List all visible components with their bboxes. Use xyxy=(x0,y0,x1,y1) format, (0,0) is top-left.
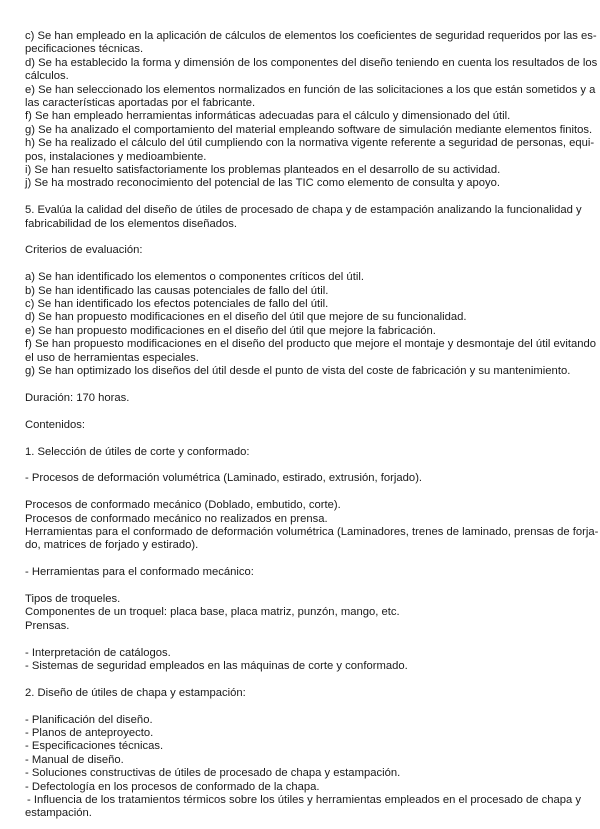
section-1-item: - Interpretación de catálogos. xyxy=(25,646,171,659)
spacer xyxy=(25,633,575,646)
spacer xyxy=(25,405,575,418)
spacer xyxy=(25,580,575,593)
spacer xyxy=(25,258,575,271)
section-2-item-line1: - Influencia de los tratamientos térmicos sobre los útiles y herramientas empleados en el procesado de chapa y xyxy=(27,793,582,806)
criterion-c-line1: c) Se han empleado en la aplicación de cálculos de elementos los coeficientes de seguridad requeridos por las es- xyxy=(25,30,597,42)
section-2-item: - Defectología en los procesos de conformado de la chapa. xyxy=(25,780,320,793)
criteria-list xyxy=(25,271,596,378)
spacer xyxy=(25,231,575,244)
section-1-item: Procesos de conformado mecánico (Doblado, embutido, corte). xyxy=(25,499,341,512)
criterion-d-line1: d) Se ha establecido la forma y dimensión de los componentes del diseño teniendo en cuenta los resultados de los xyxy=(25,56,598,69)
criteria-list-previous xyxy=(25,30,598,191)
criterion-g: g) Se han optimizado los diseños del útil desde el punto de vista del coste de fabricación y su mantenimiento. xyxy=(25,365,571,378)
criterion-d-line2: cálculos. xyxy=(25,70,69,83)
outcome-5-line1: 5. Evalúa la calidad del diseño de útiles de procesado de chapa y de estampación analizando la funcionalidad y xyxy=(25,204,582,217)
criterion-h-line1: h) Se ha realizado el cálculo del útil cumpliendo con la normativa vigente referente a seguridad de personas, equi- xyxy=(25,137,595,150)
criterion-e-line2: las características aportadas por el fabricante. xyxy=(25,97,256,110)
spacer xyxy=(25,459,575,472)
learning-outcome-5 xyxy=(25,204,582,231)
section-2-item-line2: estampación. xyxy=(25,807,92,820)
spacer xyxy=(25,673,575,686)
section-2-item: - Soluciones constructivas de útiles de procesado de chapa y estampación. xyxy=(25,767,401,780)
section-1-item: Prensas. xyxy=(25,619,70,632)
section-1-title: 1. Selección de útiles de corte y conformado: xyxy=(25,445,250,458)
criterion-c: c) Se han identificado los efectos potenciales de fallo del útil. xyxy=(25,298,329,311)
criterion-i: i) Se han resuelto satisfactoriamente los problemas planteados en el desarrollo de su actividad. xyxy=(25,164,501,177)
spacer xyxy=(25,486,575,499)
criterion-a: a) Se han identificado los elementos o componentes críticos del útil. xyxy=(25,271,364,284)
criterion-g: g) Se ha analizado el comportamiento del material empleando software de simulación mediante elementos finitos. xyxy=(25,123,593,136)
criteria-heading: Criterios de evaluación: xyxy=(25,244,143,257)
criterion-f-line1: f) Se han propuesto modificaciones en el diseño del producto que mejore el montaje y desmontaje del útil evitando xyxy=(25,338,596,351)
outcome-5-line2: fabricabilidad de los elementos diseñados. xyxy=(25,217,238,230)
spacer xyxy=(25,379,575,392)
spacer xyxy=(25,700,575,713)
section-2-title: 2. Diseño de útiles de chapa y estampación: xyxy=(25,686,246,699)
criterion-b: b) Se han identificado las causas potenciales de fallo del útil. xyxy=(25,284,329,297)
section-2-item: - Planos de anteproyecto. xyxy=(25,726,154,739)
spacer xyxy=(25,191,575,204)
criterion-f: f) Se han empleado herramientas informáticas adecuadas para el cálculo y dimensionado del útil. xyxy=(25,110,511,123)
section-2-item: - Especificaciones técnicas. xyxy=(25,740,164,753)
section-1-item-line2: do, matrices de forjado y estirado). xyxy=(25,539,199,552)
criterion-c-line2: pecificaciones técnicas. xyxy=(25,43,144,56)
section-1-item: Procesos de conformado mecánico no realizados en prensa. xyxy=(25,512,328,525)
section-1-item-line1: Herramientas para el conformado de deformación volumétrica (Laminadores, trenes de laminado, prensas de forja- xyxy=(25,525,599,538)
section-1-item: - Sistemas de seguridad empleados en las máquinas de corte y conformado. xyxy=(25,659,408,672)
criterion-j: j) Se ha mostrado reconocimiento del potencial de las TIC como elemento de consulta y apoyo. xyxy=(25,177,501,190)
criterion-e-line1: e) Se han seleccionado los elementos normalizados en función de las solicitaciones a los que están sometidos y a xyxy=(25,83,596,96)
section-2-list xyxy=(25,713,582,821)
contents-heading: Contenidos: xyxy=(25,418,86,431)
section-1-item: - Herramientas para el conformado mecánico: xyxy=(25,566,254,579)
criterion-e: e) Se han propuesto modificaciones en el diseño del útil que mejore la fabricación. xyxy=(25,324,436,337)
criterion-d: d) Se han propuesto modificaciones en el diseño del útil que mejore de su funcionalidad. xyxy=(25,311,467,324)
spacer xyxy=(25,553,575,566)
criterion-h-line2: pos, instalaciones y medioambiente. xyxy=(25,150,207,163)
section-1-item: Componentes de un troquel: placa base, placa matriz, punzón, mango, etc. xyxy=(25,606,400,619)
section-2-item: - Manual de diseño. xyxy=(25,753,124,766)
section-1-item: - Procesos de deformación volumétrica (Laminado, estirado, extrusión, forjado). xyxy=(25,472,423,485)
duration-text: Duración: 170 horas. xyxy=(25,391,130,404)
spacer xyxy=(25,432,575,445)
section-1-item: Tipos de troqueles. xyxy=(25,592,121,605)
section-2-item: - Planificación del diseño. xyxy=(25,713,153,726)
criterion-f-line2: el uso de herramientas especiales. xyxy=(25,351,199,364)
